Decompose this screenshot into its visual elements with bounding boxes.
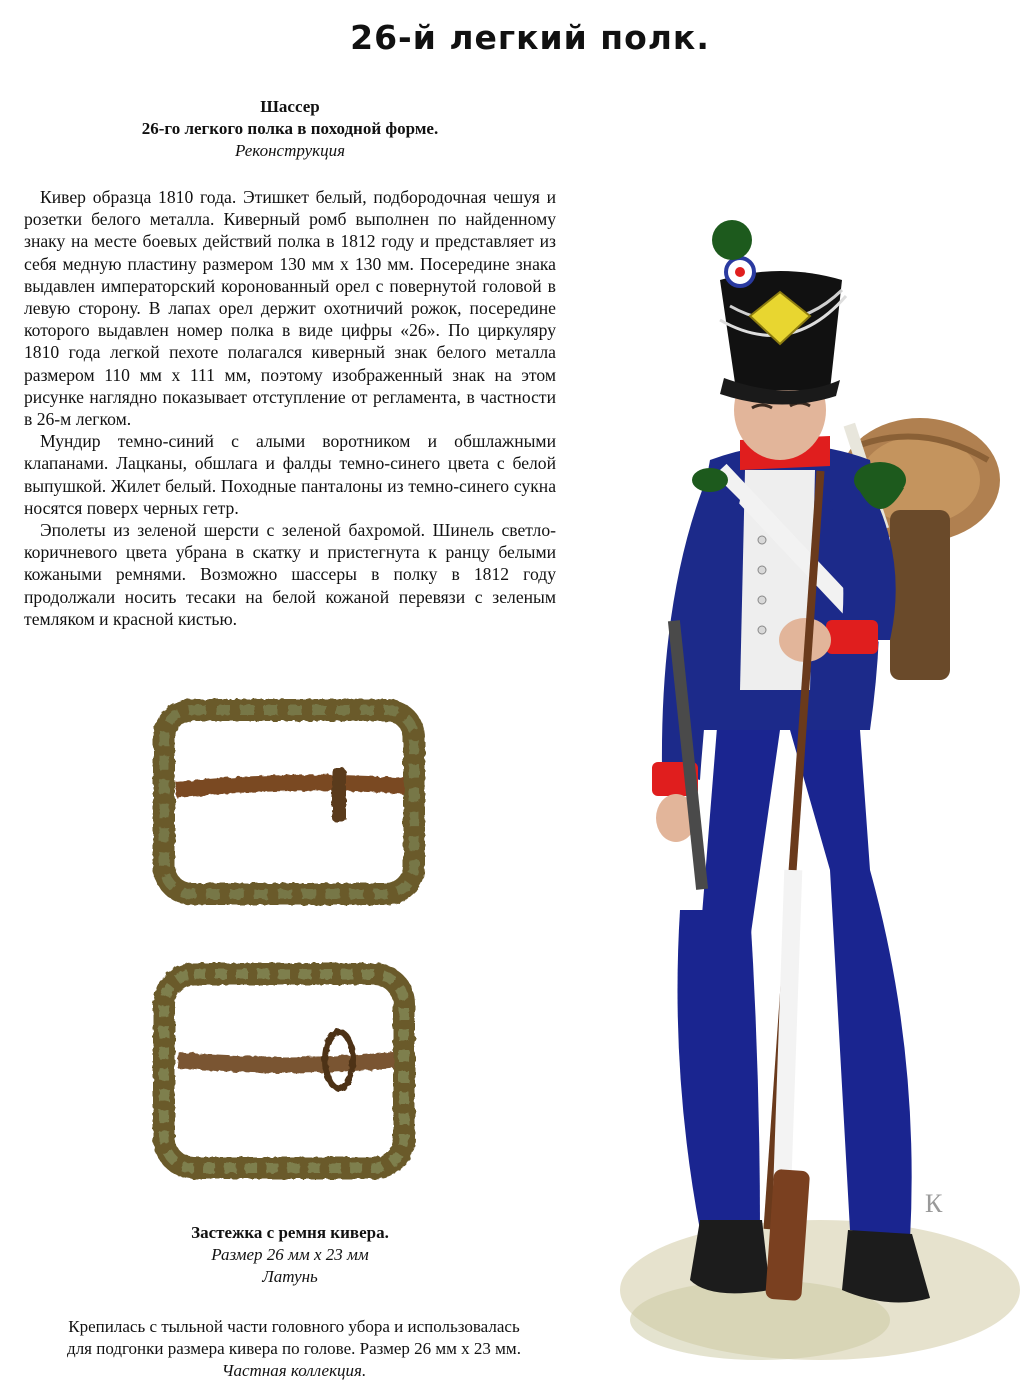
right-cuff — [826, 620, 878, 654]
backpack — [890, 510, 950, 680]
description-text — [24, 186, 556, 630]
buckle-bottom — [164, 974, 404, 1168]
figure-caption-note: Реконструкция — [234, 141, 346, 160]
figure-caption — [24, 96, 556, 162]
page-title: 26-й легкий полк. — [350, 18, 710, 57]
artist-signature: К — [925, 1189, 943, 1218]
note-line-2: для подгонки размера кивера по голове. Размер 26 мм х 23 мм. — [67, 1339, 521, 1358]
paragraph-shako: Кивер образца 1810 года. Этишкет белый, подбородочная чешуя и розетки белого металла. Киверный ромб выполнен по найденному знаку на месте боевых действий полка в 1812 году и представляет из себя медную пластину размером 130 мм х 130 мм. Посередине знака выдавлен императорский коронованный орел с повернутой головой в левую сторону. В лапах орел держит охотничий рожок, посередине которого выдавлен номер полка в виде цифры «26». По циркуляру 1810 года легкой пехоте полагался киверный знак белого металла размером 110 мм х 111 мм, поэтому изображенный знак на этом рисунке наглядно показывает отступление от регламента, в частности в 26-м легком. — [24, 187, 556, 430]
shako — [712, 220, 846, 405]
pompon — [712, 220, 752, 260]
figure-caption-title: Шассер — [260, 97, 320, 116]
soldier-illustration — [590, 170, 1020, 1370]
left-boot — [690, 1220, 770, 1293]
photo-caption-title: Застежка с ремня кивера. — [191, 1223, 389, 1242]
paragraph-uniform: Мундир темно-синий с алыми воротником и обшлажными клапанами. Лацканы, обшлага и фалды темно-синего цвета с белой выпушкой. Жилет белый. Походные панталоны из темно-синего сукна носятся поверх черных гетр. — [24, 431, 556, 518]
figure-caption-subtitle: 26-го легкого полка в походной форме. — [141, 119, 439, 138]
photo-caption-size: Размер 26 мм х 23 мм — [211, 1245, 369, 1264]
photo-caption-material: Латунь — [262, 1267, 318, 1286]
note-line-1: Крепилась с тыльной части головного убора и использовалась — [68, 1317, 520, 1336]
photo-caption — [24, 1222, 556, 1288]
paragraph-equipment: Эполеты из зеленой шерсти с зеленой бахромой. Шинель светло-коричневого цвета убрана в скатку и пристегнута к ранцу белыми кожаными ремнями. Возможно шассеры в полку в 1812 году продолжали носить тесаки на белой кожаной перевязи с зеленым темляком и красной кистью. — [24, 520, 556, 629]
buckle-photo — [124, 682, 454, 1204]
note-line-3: Частная коллекция. — [221, 1361, 367, 1380]
buckle-top — [164, 710, 414, 894]
bottom-note — [14, 1316, 574, 1382]
